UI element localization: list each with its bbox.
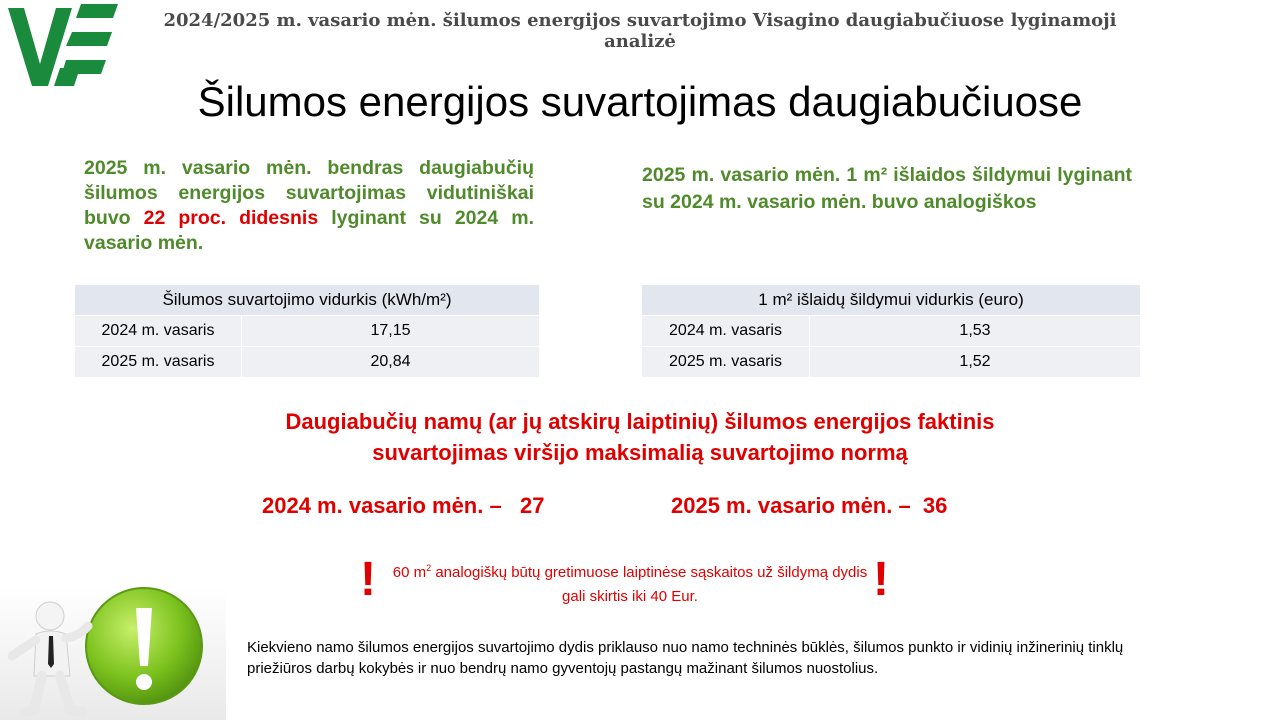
row-value: 1,52 bbox=[810, 347, 1141, 378]
note-superscript: 2 bbox=[426, 563, 432, 573]
table-row bbox=[75, 316, 540, 347]
summary-text-part2: lyginant su 2024 m. vasario mėn. bbox=[84, 207, 534, 254]
cost-table-header: 1 m² išlaidų šildymui vidurkis (euro) bbox=[642, 285, 1141, 316]
row-value: 20,84 bbox=[242, 347, 540, 378]
exclamation-icon: ! bbox=[873, 553, 889, 606]
footer-explanation: Kiekvieno namo šilumos energijos suvartojimo dydis priklauso nuo namo techninės būklės, šilumos punkto ir vidinių inžinerinių tinklų priežiūros darbų kokybės ir nuo bendrų namo gyventojų pastangų mažinant šilumos nuostolius. bbox=[247, 639, 1124, 677]
consumption-table-header: Šilumos suvartojimo vidurkis (kWh/m²) bbox=[75, 285, 540, 316]
row-label: 2025 m. vasaris bbox=[642, 347, 810, 378]
warning-line2: suvartojimas viršijo maksimalią suvartojimo normą bbox=[372, 440, 908, 465]
cost-summary: 2025 m. vasario mėn. 1 m² išlaidos šildymui lyginant su 2024 m. vasario mėn. buvo analogiškos bbox=[642, 164, 1132, 213]
company-logo bbox=[6, 2, 118, 90]
count-2025: 2025 m. vasario mėn. – 36 bbox=[671, 493, 948, 518]
page-title: Šilumos energijos suvartojimas daugiabučiuose bbox=[197, 78, 1083, 125]
header-title: 2024/2025 m. vasario mėn. šilumos energijos suvartojimo Visagino daugiabučiuose lyginamoji analizė bbox=[163, 10, 1117, 52]
note-prefix: 60 m bbox=[392, 564, 427, 581]
table-row bbox=[642, 316, 1141, 347]
row-label: 2024 m. vasaris bbox=[75, 316, 242, 347]
count-2024: 2024 m. vasario mėn. – 27 bbox=[262, 493, 545, 518]
row-value: 1,53 bbox=[810, 316, 1141, 347]
table-row bbox=[75, 347, 540, 378]
row-label: 2025 m. vasaris bbox=[75, 347, 242, 378]
exclamation-icon: ! bbox=[360, 553, 376, 606]
consumption-table bbox=[74, 284, 540, 378]
row-value: 17,15 bbox=[242, 316, 540, 347]
warning-line1: Daugiabučių namų (ar jų atskirų laiptinių) šilumos energijos faktinis bbox=[285, 409, 995, 434]
row-label: 2024 m. vasaris bbox=[642, 316, 810, 347]
cost-table bbox=[641, 284, 1141, 378]
note-rest: analogiškų būtų gretimuose laiptinėse sąskaitos už šildymą dydis gali skirtis iki 40 Eur. bbox=[431, 564, 868, 605]
summary-text-part1: 2025 m. vasario mėn. bendras daugiabučių šilumos energijos suvartojimas vidutiniškai buvo bbox=[84, 157, 534, 229]
table-row bbox=[642, 347, 1141, 378]
summary-highlight: 22 proc. didesnis bbox=[143, 207, 319, 229]
consumption-summary bbox=[84, 156, 534, 256]
exceeded-norm-warning bbox=[0, 406, 1280, 468]
person-with-exclamation-illustration bbox=[0, 586, 226, 720]
bill-difference-note bbox=[390, 556, 870, 609]
